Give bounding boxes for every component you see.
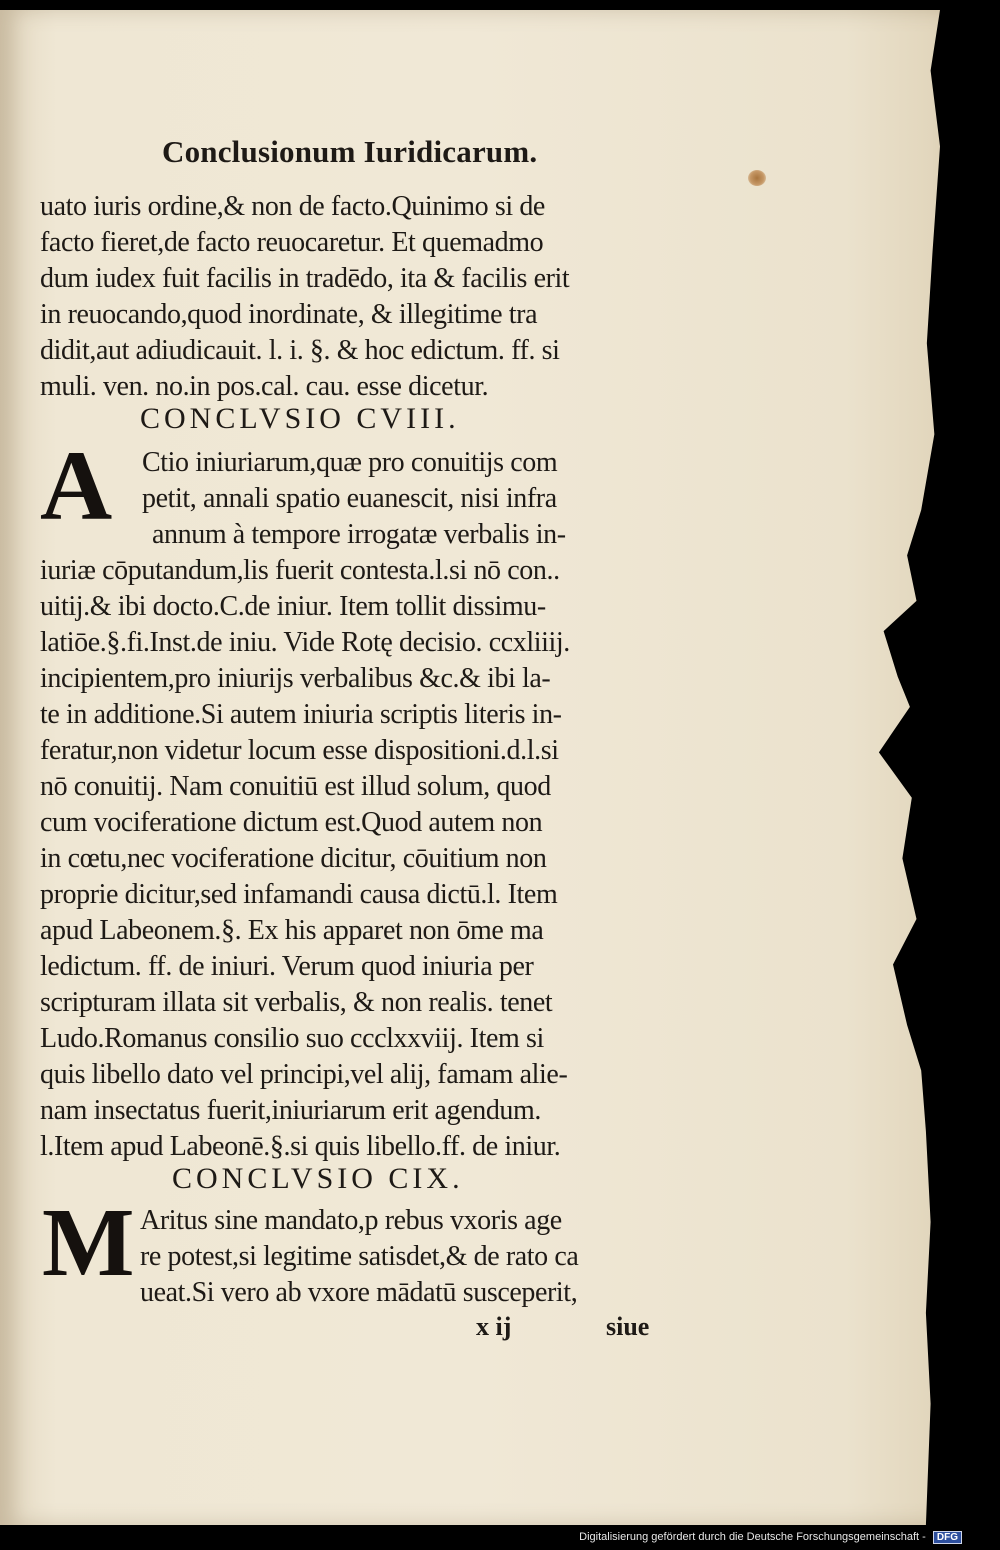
conclusion-heading-108: CONCLVSIO CVIII. <box>140 402 460 435</box>
text-line: petit, annali spatio euanescit, nisi infra <box>142 483 557 514</box>
text-line: Ludo.Romanus consilio suo ccclxxviij. Item si <box>40 1023 544 1054</box>
conclusion-heading-109: CONCLVSIO CIX. <box>172 1162 464 1195</box>
drop-cap-a: A <box>40 430 113 541</box>
text-line: ledictum. ff. de iniuri. Verum quod iniuria per <box>40 951 534 982</box>
catchword: siue <box>606 1312 650 1341</box>
foxing-spot <box>748 170 766 186</box>
signature-mark: x ij <box>476 1312 512 1341</box>
drop-cap-m: M <box>42 1189 135 1297</box>
text-line: incipientem,pro iniurijs verbalibus &c.& ibi la- <box>40 663 551 694</box>
text-line: scripturam illata sit verbalis, & non realis. tenet <box>40 987 553 1018</box>
text-line: cum vociferatione dictum est.Quod autem non <box>40 807 543 838</box>
text-line: quis libello dato vel principi,vel alij, famam alie- <box>40 1059 568 1090</box>
credit-text: Digitalisierung gefördert durch die Deutsche Forschungsgemeinschaft - <box>579 1531 926 1543</box>
text-line: proprie dicitur,sed infamandi causa dictū.l. Item <box>40 879 558 910</box>
text-line: re potest,si legitime satisdet,& de rato ca <box>140 1241 579 1272</box>
dfg-logo: DFG <box>933 1531 962 1544</box>
text-line: uitij.& ibi docto.C.de iniur. Item tollit dissimu- <box>40 591 546 622</box>
text-line: iuriæ cōputandum,lis fuerit contesta.l.si nō con.. <box>40 555 560 586</box>
text-line: didit,aut adiudicauit. l. i. §. & hoc edictum. ff. si <box>40 335 560 366</box>
text-line: Aritus sine mandato,p rebus vxoris age <box>140 1205 562 1236</box>
digitization-credit <box>579 1531 962 1544</box>
text-line: dum iudex fuit facilis in tradēdo, ita & facilis erit <box>40 263 570 294</box>
text-line: annum à tempore irrogatæ verbalis in- <box>152 519 566 550</box>
text-line: facto fieret,de facto reuocaretur. Et quemadmo <box>40 227 544 258</box>
text-line: in cœtu,nec vociferatione dicitur, cōuitium non <box>40 843 547 874</box>
text-line: uato iuris ordine,& non de facto.Quinimo si de <box>40 191 545 222</box>
text-line: l.Item apud Labeonē.§.si quis libello.ff. de iniur. <box>40 1131 561 1162</box>
text-line: in reuocando,quod inordinate, & illegitime tra <box>40 299 538 330</box>
text-line: te in additione.Si autem iniuria scriptis literis in- <box>40 699 562 730</box>
text-line: nam insectatus fuerit,iniuriarum erit agendum. <box>40 1095 541 1126</box>
text-line: muli. ven. no.in pos.cal. cau. esse dicetur. <box>40 371 489 402</box>
text-line: feratur,non videtur locum esse dispositioni.d.l.si <box>40 735 559 766</box>
text-line: Ctio iniuriarum,quæ pro conuitijs com <box>142 447 558 478</box>
text-line: apud Labeonem.§. Ex his apparet non ōme ma <box>40 915 544 946</box>
text-line: nō conuitij. Nam conuitiū est illud solum, quod <box>40 771 551 802</box>
text-line: latiōe.§.fi.Inst.de iniu. Vide Rotę decisio. ccxliiij. <box>40 627 570 658</box>
text-line: ueat.Si vero ab vxore mādatū susceperit, <box>140 1277 578 1308</box>
running-head: Conclusionum Iuridicarum. <box>162 134 538 169</box>
